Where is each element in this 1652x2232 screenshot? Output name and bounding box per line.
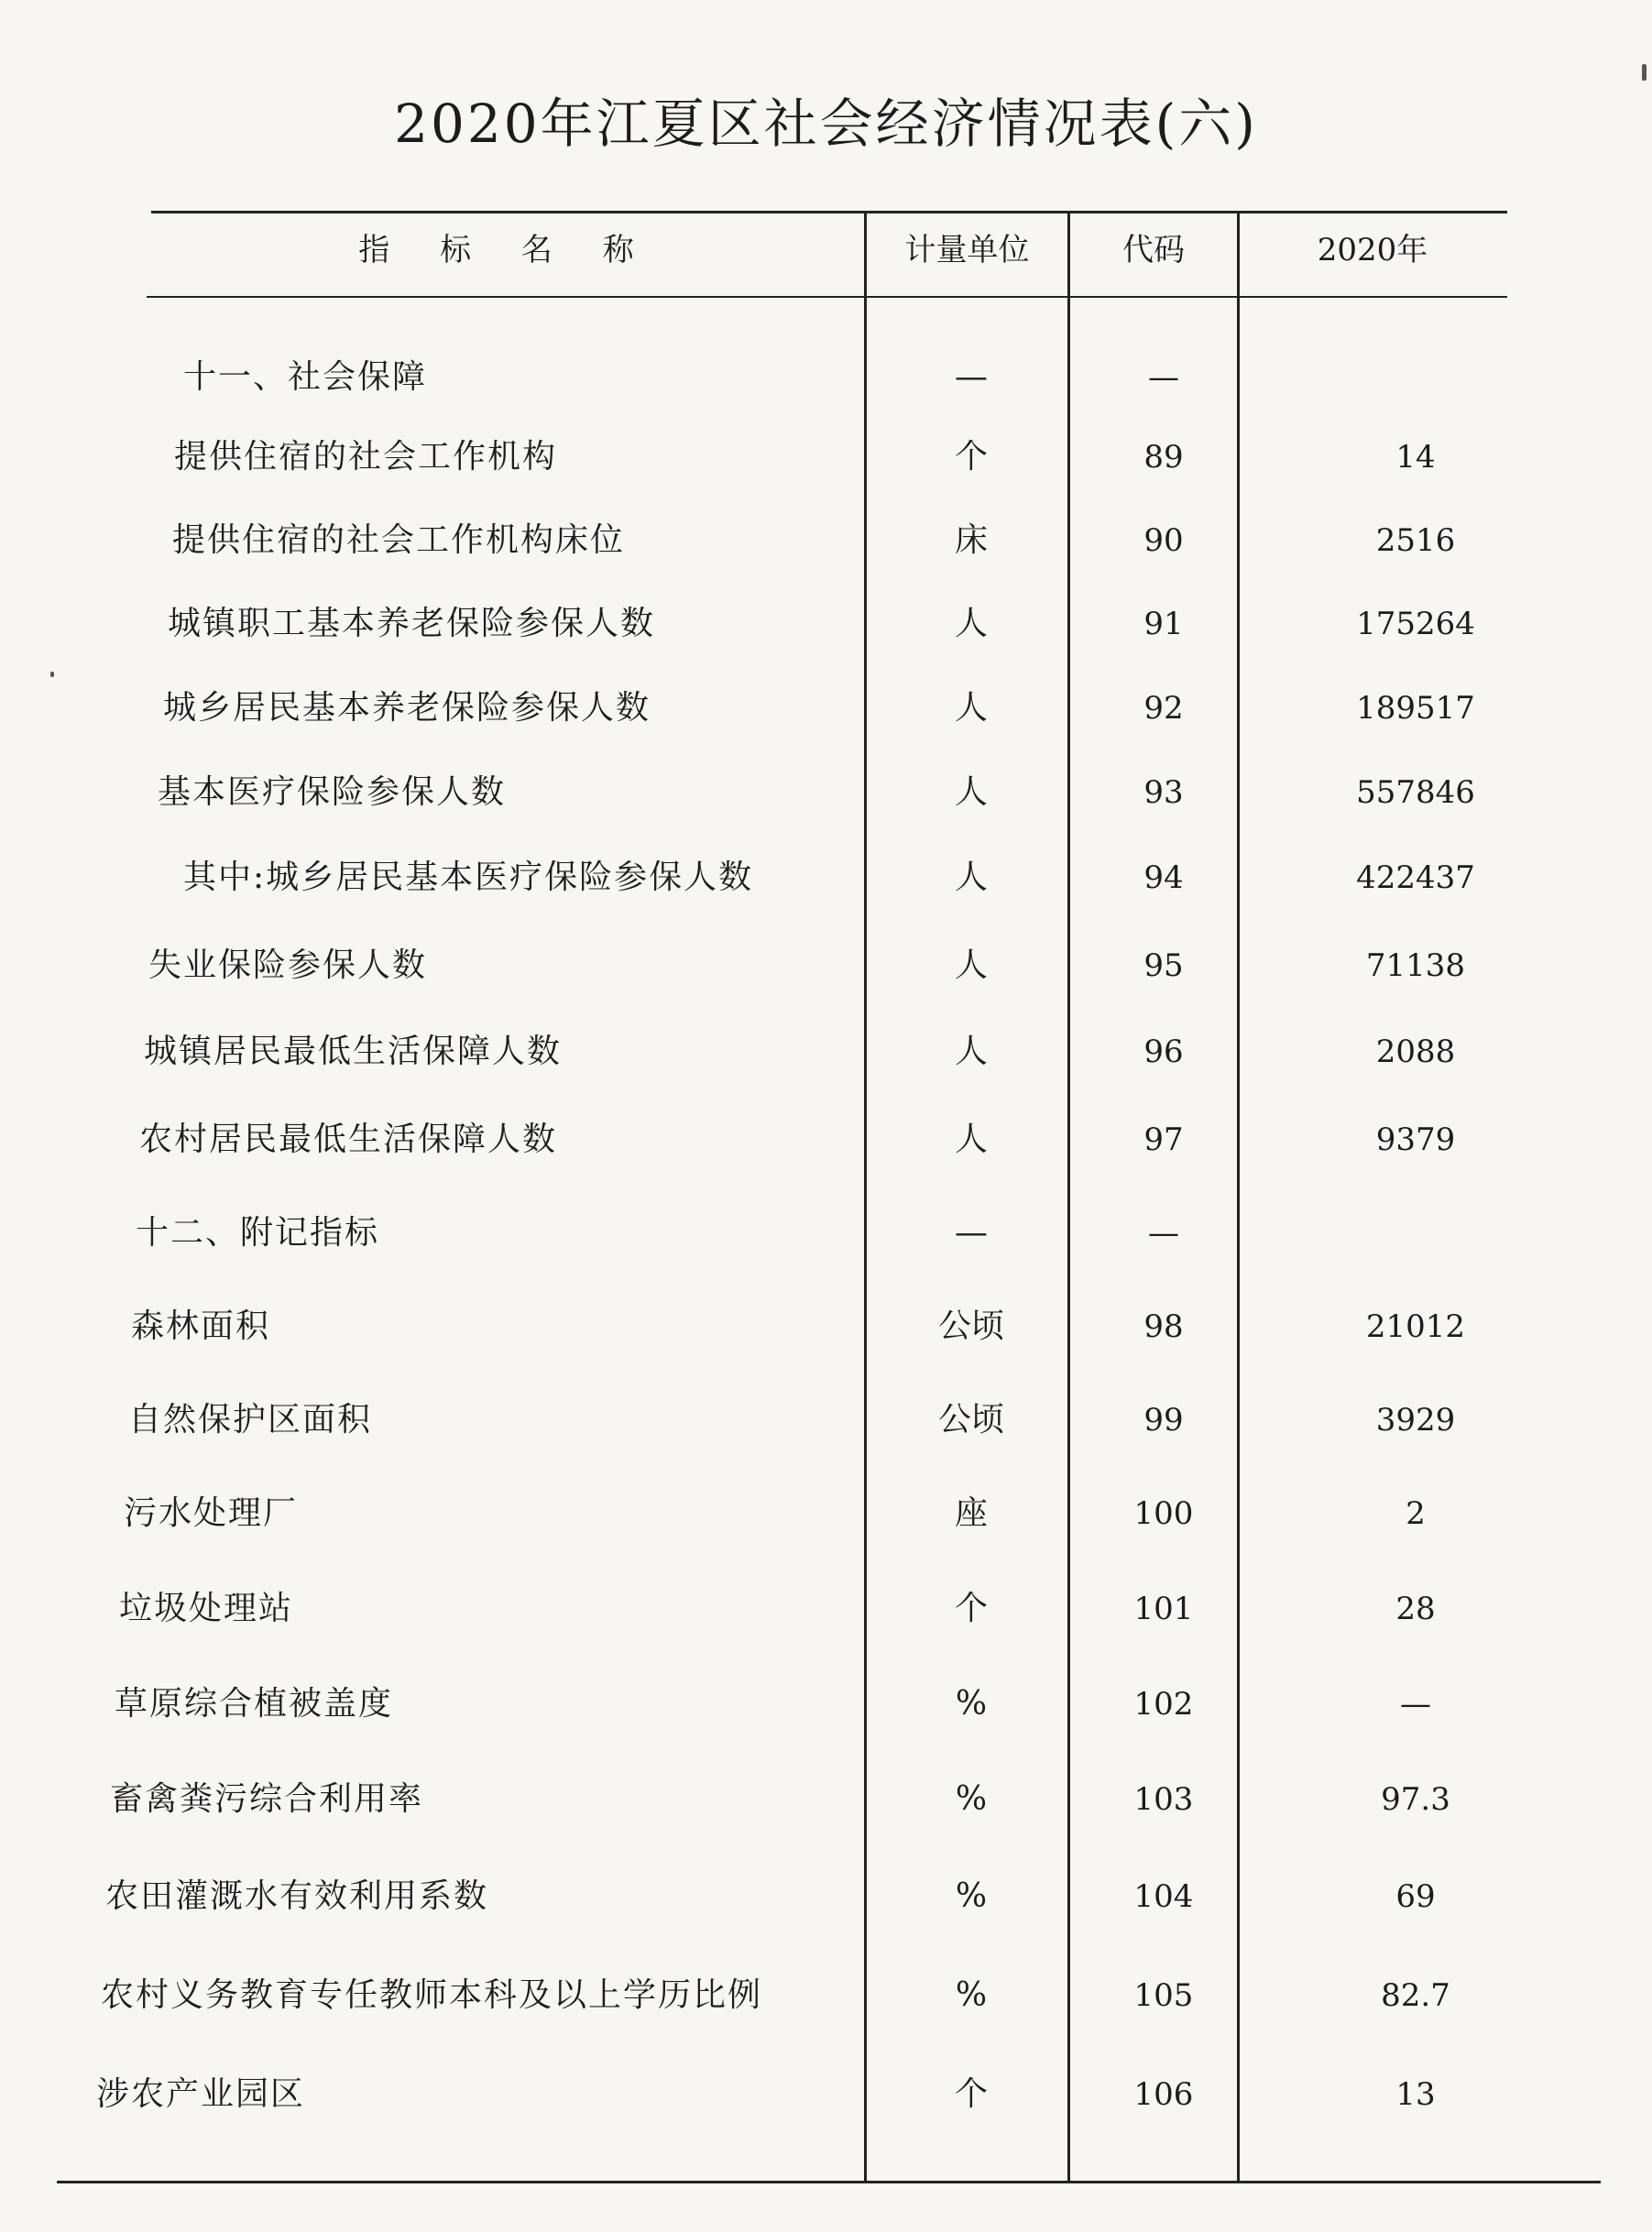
row-indicator-name: 农村义务教育专任教师本科及以上学历比例	[101, 1976, 763, 2014]
row-unit: 人	[954, 946, 988, 984]
row-indicator-name: 农田灌溉水有效利用系数	[105, 1877, 489, 1915]
row-code: 93	[1143, 774, 1184, 811]
row-value: —	[1400, 1686, 1431, 1723]
scan-speck	[1642, 64, 1647, 81]
row-unit: 公顷	[937, 1307, 1004, 1345]
row-indicator-name: 自然保护区面积	[128, 1401, 373, 1439]
row-indicator-name: 十二、附记指标	[136, 1214, 380, 1252]
row-code: 101	[1133, 1591, 1194, 1627]
row-unit: %	[955, 1976, 988, 2014]
table-bottom-rule	[57, 2181, 1601, 2183]
row-indicator-name: 基本医疗保险参保人数	[158, 773, 507, 811]
row-indicator-name: 其中:城乡居民基本医疗保险参保人数	[183, 859, 754, 896]
row-code: 90	[1143, 522, 1184, 559]
table-row	[0, 681, 1652, 736]
row-code: 95	[1143, 947, 1184, 984]
row-code: 89	[1143, 439, 1184, 476]
row-value: 71138	[1365, 947, 1466, 984]
table-row	[0, 1968, 1652, 2023]
row-code: 97	[1143, 1121, 1184, 1158]
row-unit: 人	[954, 605, 988, 642]
table-row	[0, 1112, 1652, 1167]
table-top-rule	[151, 211, 1507, 213]
row-code: 103	[1133, 1781, 1194, 1818]
row-value: 175264	[1356, 606, 1475, 642]
row-code: —	[1148, 1215, 1179, 1252]
row-value: 422437	[1356, 859, 1475, 896]
row-indicator-name: 提供住宿的社会工作机构床位	[172, 521, 626, 559]
row-code: 105	[1133, 1977, 1194, 2014]
row-value: 2	[1406, 1495, 1426, 1532]
header-indicator-name: 指 标 名 称	[358, 232, 654, 268]
row-unit: 个	[954, 1590, 988, 1627]
row-value: 21012	[1365, 1308, 1466, 1345]
header-code: 代码	[1122, 232, 1185, 268]
row-code: 92	[1143, 690, 1184, 727]
header-unit: 计量单位	[904, 232, 1030, 268]
row-indicator-name: 城镇职工基本养老保险参保人数	[168, 605, 656, 642]
header-year: 2020年	[1317, 232, 1428, 268]
row-indicator-name: 提供住宿的社会工作机构	[174, 438, 558, 476]
row-indicator-name: 垃圾处理站	[119, 1590, 294, 1627]
row-value: 9379	[1375, 1121, 1456, 1158]
table-row	[0, 350, 1652, 405]
row-unit: 人	[954, 1033, 988, 1070]
row-value: 14	[1395, 439, 1436, 476]
table-row	[0, 1393, 1652, 1448]
table-row	[0, 1869, 1652, 1924]
row-code: 99	[1143, 1402, 1184, 1439]
row-value: 97.3	[1381, 1781, 1450, 1818]
page-title: 2020年江夏区社会经济情况表(六)	[394, 93, 1258, 155]
row-indicator-name: 涉农产业园区	[96, 2075, 306, 2113]
row-value: 2516	[1375, 522, 1456, 559]
row-unit: 座	[954, 1494, 988, 1532]
table-row	[0, 765, 1652, 820]
row-unit: 人	[954, 773, 988, 811]
row-indicator-name: 农村居民最低生活保障人数	[139, 1121, 558, 1158]
table-row	[0, 2067, 1652, 2122]
row-unit: 公顷	[937, 1401, 1004, 1439]
row-code: 104	[1133, 1878, 1194, 1915]
row-indicator-name: 草原综合植被盖度	[115, 1685, 394, 1723]
table-row	[0, 938, 1652, 993]
row-unit: %	[955, 1685, 988, 1723]
header-bottom-rule	[147, 296, 1507, 298]
table-row	[0, 1206, 1652, 1261]
row-value: 557846	[1356, 774, 1475, 811]
row-unit: %	[955, 1780, 988, 1818]
row-value: 69	[1395, 1878, 1436, 1915]
table-row	[0, 1581, 1652, 1636]
row-code: 98	[1143, 1308, 1184, 1345]
row-indicator-name: 森林面积	[131, 1307, 271, 1345]
row-unit: —	[955, 358, 988, 396]
row-unit: 床	[954, 521, 988, 559]
row-value: 2088	[1375, 1034, 1456, 1070]
row-unit: 人	[954, 689, 988, 727]
row-value: 3929	[1375, 1402, 1456, 1439]
table-row	[0, 1024, 1652, 1079]
table-row	[0, 1486, 1652, 1541]
row-indicator-name: 城镇居民最低生活保障人数	[144, 1033, 563, 1070]
row-indicator-name: 十一、社会保障	[183, 358, 428, 396]
table-row	[0, 430, 1652, 485]
table-row	[0, 596, 1652, 651]
row-code: 102	[1133, 1686, 1194, 1723]
row-unit: —	[955, 1214, 988, 1252]
row-indicator-name: 失业保险参保人数	[148, 946, 428, 984]
table-row	[0, 1677, 1652, 1732]
table-row	[0, 1299, 1652, 1354]
row-unit: 人	[954, 1121, 988, 1158]
table-row	[0, 1772, 1652, 1827]
row-indicator-name: 畜禽粪污综合利用率	[110, 1780, 424, 1818]
row-value: 13	[1395, 2076, 1436, 2113]
row-unit: 人	[954, 859, 988, 896]
table-row	[0, 850, 1652, 905]
row-code: 106	[1133, 2076, 1194, 2113]
row-value: 28	[1395, 1591, 1436, 1627]
table-row	[0, 513, 1652, 568]
scan-speck	[50, 672, 54, 677]
row-code: 100	[1133, 1495, 1194, 1532]
row-code: 96	[1143, 1034, 1184, 1070]
row-value: 82.7	[1381, 1977, 1450, 2014]
row-unit: 个	[954, 438, 988, 476]
row-value: 189517	[1356, 690, 1475, 727]
row-unit: %	[955, 1877, 988, 1915]
row-code: —	[1148, 359, 1179, 396]
row-code: 94	[1143, 859, 1184, 896]
row-indicator-name: 城乡居民基本养老保险参保人数	[163, 689, 651, 727]
row-code: 91	[1143, 606, 1184, 642]
row-indicator-name: 污水处理厂	[124, 1494, 299, 1532]
row-unit: 个	[954, 2075, 988, 2113]
